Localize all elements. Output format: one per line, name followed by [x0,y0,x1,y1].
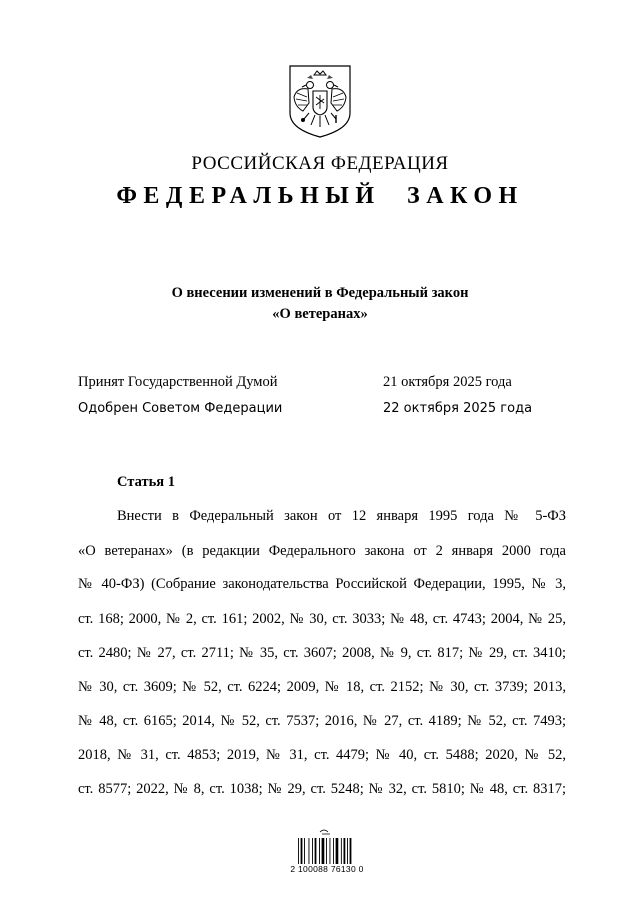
article-text-line: 2018, № 31, ст. 4853; 2019, № 31, ст. 4479; № 40, ст. 5488; 2020, № 52, [78,747,566,763]
article-text-line: ст. 2480; № 27, ст. 2711; № 35, ст. 3607; 2008, № 9, ст. 817; № 29, ст. 3410; [78,645,566,661]
law-title-line-1: О внесении изменений в Федеральный закон [171,285,469,301]
article-text-line: Внести в Федеральный закон от 12 января 1995 года № 5-ФЗ [117,508,566,524]
article-text-line: ст. 8577; 2022, № 8, ст. 1038; № 29, ст. 5248; № 32, ст. 5810; № 48, ст. 8317; [78,781,566,797]
law-title [0,283,640,325]
adoption-row-council [78,401,568,416]
adoption-body: Одобрен Советом Федерации [78,401,283,416]
article-heading: Статья 1 [117,474,175,490]
adoption-date: 22 октября 2025 года [383,401,533,416]
article-text-line: № 40-ФЗ) (Собрание законодательства Российской Федерации, 1995, № 3, [78,576,566,592]
document-type: ФЕДЕРАЛЬНЫЙ ЗАКОН [116,183,524,209]
adoption-body: Принят Государственной Думой [78,374,278,390]
article-text-line: № 48, ст. 6165; 2014, № 52, ст. 7537; 2016, № 27, ст. 4189; № 52, ст. 7493; [78,713,566,729]
barcode-number: 2 100088 76130 0 [290,864,364,874]
country-name: РОССИЙСКАЯ ФЕДЕРАЦИЯ [191,153,449,174]
law-title-line-2: «О ветеранах» [272,306,368,322]
article-text-line: № 30, ст. 3609; № 52, ст. 6224; 2009, № 18, ст. 2152; № 30, ст. 3739; 2013, [78,679,566,695]
article-text-line: «О ветеранах» (в редакции Федерального закона от 2 января 2000 года [78,543,566,559]
adoption-date: 21 октября 2025 года [383,374,512,390]
adoption-row-duma [78,374,568,391]
article-text-line: ст. 168; 2000, № 2, ст. 161; 2002, № 30, ст. 3033; № 48, ст. 4743; 2004, № 25, [78,611,566,627]
state-emblem-icon [287,63,353,139]
